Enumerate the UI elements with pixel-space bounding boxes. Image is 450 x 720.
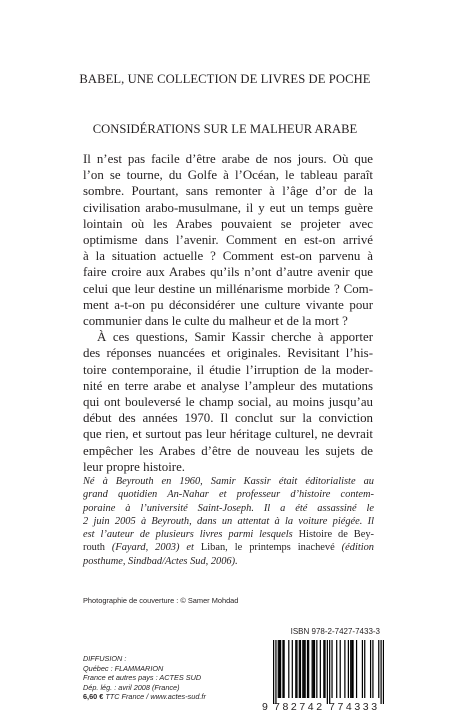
bio-line <box>83 528 374 541</box>
photo-credit: Photographie de couverture : © Samer Mohdad <box>83 596 239 605</box>
barcode-bar <box>351 640 352 698</box>
bio-text: (Fayard, 2003) et <box>104 542 201 554</box>
distribution-france: France et autres pays : ACTES SUD <box>83 673 202 683</box>
barcode-bar <box>307 640 308 698</box>
barcode-bar <box>344 640 345 698</box>
distribution-quebec: Québec : FLAMMARION <box>83 663 164 673</box>
legal-deposit: Dép. lég. : avril 2008 (France) <box>83 682 180 692</box>
summary-line: que rien, et surtout pas leur héritage culturel, ne devrait <box>83 427 373 442</box>
barcode-bar <box>370 640 371 698</box>
summary-line: des réponses nuancées et originales. Revisitant l’his- <box>83 346 373 361</box>
price: 6,60 € <box>83 692 104 702</box>
barcode-bar <box>340 640 341 698</box>
barcode-bar <box>372 640 373 698</box>
barcode-bar <box>288 640 289 698</box>
barcode-bar <box>364 640 365 698</box>
summary-line: sombre. Pourtant, sans remonter à l’âge d’or de la <box>83 184 373 199</box>
summary-line: ment a-t-on pu déconsidérer une culture vivante pour <box>83 297 373 312</box>
barcode-bar <box>316 640 317 698</box>
barcode-bar <box>273 640 274 704</box>
summary-line: À ces questions, Samir Kassir cherche à apporter <box>97 330 373 345</box>
barcode-bar <box>305 640 306 698</box>
summary-line: début des années 1970. Il conclut sur la conviction <box>83 411 373 426</box>
barcode-left-group: 782742 <box>274 701 325 713</box>
barcode-bar <box>299 640 300 698</box>
barcode-bar <box>327 640 328 704</box>
barcode-bar <box>314 640 315 698</box>
barcode-bar <box>313 640 314 698</box>
summary-line: civilisation arabo-musulmane, il y eut un temps guère <box>83 200 373 215</box>
barcode-bar <box>380 640 381 704</box>
book-title-ref: routh <box>83 542 105 554</box>
barcode-bar <box>284 640 285 698</box>
author-bio <box>83 475 374 568</box>
barcode-bar <box>312 640 313 698</box>
barcode-bars <box>262 640 384 704</box>
bio-line: posthume, Sindbad/Actes Sud, 2006). <box>83 555 238 567</box>
barcode-bar <box>362 640 363 698</box>
barcode-bar <box>303 640 304 698</box>
barcode-bar <box>280 640 281 698</box>
barcode-bar <box>378 640 379 698</box>
summary-line: celui que leur destine un millénarisme morbide ? Com- <box>83 281 373 296</box>
summary-line: leur propre histoire. <box>83 459 186 474</box>
barcode-bar <box>320 640 321 698</box>
book-title-ref: Histoire de Bey- <box>298 529 374 541</box>
barcode-bar <box>329 640 330 704</box>
isbn-number: ISBN 978-2-7427-7433-3 <box>290 627 380 636</box>
barcode-bar <box>356 640 357 698</box>
barcode-bar <box>352 640 353 698</box>
barcode-bar <box>383 640 384 704</box>
summary-line: l’on se tourne, du Golfe à l’Océan, le tableau paraît <box>83 168 373 183</box>
summary-line: Il n’est pas facile d’être arabe de nos jours. Où que <box>83 152 373 166</box>
series-title: BABEL, UNE COLLECTION DE LIVRES DE POCHE <box>79 72 371 86</box>
book-title-ref: Liban, le printemps inachevé <box>200 542 335 554</box>
barcode-bar <box>300 640 301 698</box>
bio-line: Né à Beyrouth en 1960, Samir Kassir était éditorialiste au <box>83 476 374 487</box>
summary-line: faire croire aux Arabes qu’ils n’ont d’autre avenir que <box>83 265 373 280</box>
barcode-bar <box>296 640 297 698</box>
barcode-bar <box>336 640 337 698</box>
bio-text: est l’auteur de plusieurs livres parmi lesquels <box>83 529 299 541</box>
barcode-bar <box>279 640 280 698</box>
price-note: TTC France / www.actes-sud.fr <box>103 692 206 702</box>
bio-text: (édition <box>334 542 374 554</box>
barcode-digits <box>262 701 384 715</box>
bio-line <box>83 541 374 554</box>
barcode-bar <box>295 640 296 698</box>
bio-line: poraine à l’université Saint-Joseph. Il a été assassiné le <box>83 502 374 514</box>
barcode-bar <box>348 640 349 698</box>
summary-line: empêcher les Arabes d’être de nouveau les sujets de <box>83 443 373 458</box>
summary-text <box>83 151 373 475</box>
summary-line: lointain où les Arabes pouvaient se projeter avec <box>83 216 373 231</box>
barcode-bar <box>308 640 309 698</box>
barcode <box>262 640 384 716</box>
barcode-bar <box>302 640 303 698</box>
barcode-bar <box>331 640 332 698</box>
book-title: CONSIDÉRATIONS SUR LE MALHEUR ARABE <box>92 122 358 136</box>
barcode-right-group: 774333 <box>329 701 380 713</box>
bio-line: 2 juin 2005 à Beyrouth, dans un attentat à la voiture piégée. Il <box>83 515 374 527</box>
distribution-info <box>83 654 206 702</box>
barcode-bar <box>324 640 325 698</box>
summary-line: nité en terre arabe et analyse l’ampleur des mutations <box>83 378 373 393</box>
distribution-label: DIFFUSION : <box>83 654 127 663</box>
summary-line: optimisme dans l’avenir. Comment en est-on arrivé <box>83 233 373 248</box>
barcode-bar <box>278 640 279 698</box>
barcode-bar <box>323 640 324 698</box>
bio-line: grand quotidien An-Nahar et professeur d’histoire contem- <box>83 489 374 501</box>
summary-line: communier dans le culte du malheur et de la mort ? <box>83 314 348 329</box>
barcode-bar <box>275 640 276 704</box>
barcode-first-digit: 9 <box>262 701 268 713</box>
barcode-bar <box>292 640 293 698</box>
price-line <box>83 692 206 702</box>
summary-line: à la situation actuelle ? Comment est-on parvenu à <box>83 249 373 264</box>
barcode-bar <box>350 640 351 698</box>
barcode-bar <box>282 640 283 698</box>
summary-line: toire contemporaine, il étudie l’irruption de la moder- <box>83 362 373 377</box>
summary-line: qui ont bouleversé le champ social, au moins jusqu’au <box>83 395 373 410</box>
